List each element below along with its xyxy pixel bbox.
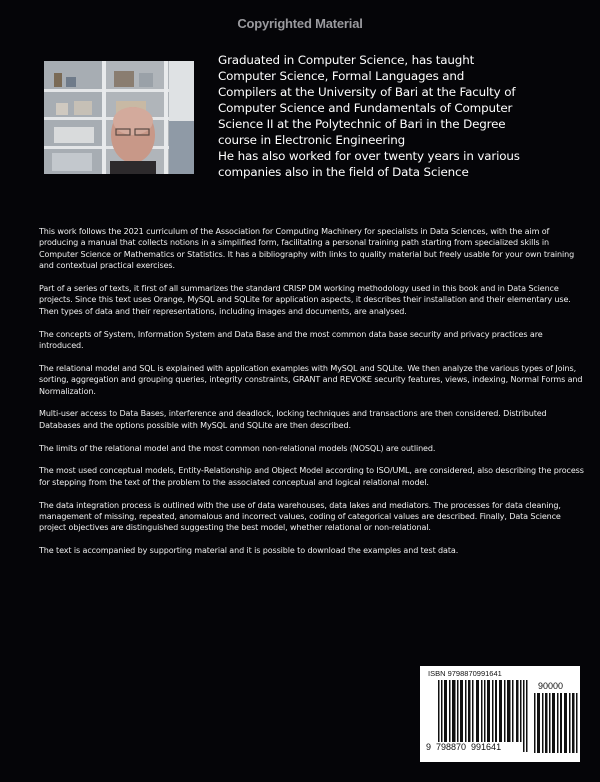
description-paragraph: The text is accompanied by supporting material and it is possible to download the examples and test data. [39, 546, 459, 556]
bio-line: companies also in the field of Data Science [218, 165, 469, 179]
bio-line: Graduated in Computer Science, has taught [218, 53, 475, 67]
description-paragraph: The relational model and SQL is explained with application examples with MySQL and SQLite. We then analyze the various types of Joins, sorting, aggregation and grouping queries, integrity constraints, GRANT and REVOKE security features, views, indexing, Normal Forms and Normalization. [39, 363, 583, 396]
price-code: 90000 [538, 681, 564, 691]
author-bio [218, 52, 598, 180]
bio-line: He has also worked for over twenty years in various [218, 149, 520, 163]
bio-line: Computer Science, Formal Languages and [218, 69, 465, 83]
isbn-label: ISBN 9798870991641 [428, 669, 502, 678]
description-paragraph: The data integration process is outlined with the use of data warehouses, data lakes and mediators. The processes for data cleaning, management of missing, repeated, anomalous and incorrect values, coding of categorical values are described. Finally, Data Science project objectives are distinguished suggesting the best model, whether relational or non-relational. [39, 500, 561, 533]
description-paragraph: The concepts of System, Information System and Data Base and the most common data base security and privacy practices are introduced. [39, 329, 543, 351]
isbn-barcode [420, 666, 580, 762]
bio-line: course in Electronic Engineering [218, 133, 406, 147]
description-paragraph: Part of a series of texts, it first of all summarizes the standard CRISP DM working methodology used in this book and in Data Science projects. Since this text uses Orange, MySQL and SQLite for application aspects, it describes their installation and their elementary use. Then types of data and their representations, including images and documents, are analysed. [39, 284, 571, 316]
book-description [39, 226, 587, 568]
description-paragraph: The limits of the relational model and the most common non-relational models (NOSQL) are outlined. [39, 443, 436, 453]
author-photo [44, 61, 194, 174]
isbn-digits: 9 798870 991641 [426, 742, 502, 752]
bio-line: Science II at the Polytechnic of Bari in the Degree [218, 117, 506, 131]
bio-line: Computer Science and Fundamentals of Computer [218, 101, 513, 115]
description-paragraph: This work follows the 2021 curriculum of the Association for Computing Machinery for specialists in Data Sciences, with the aim of producing a manual that collects notions in a simplified form, facilitating a personal training path starting from specialized skills in Computer Science or Mathematics or Statistics. It has a bibliography with links to quality material but freely usable for your own training and contextual practical exercises. [39, 227, 575, 271]
description-paragraph: The most used conceptual models, Entity-Relationship and Object Model according to ISO/UML, are considered, also describing the process for stepping from the text of the problem to the associated conceptual and logical relational model. [39, 466, 584, 487]
addon-bars-icon [534, 693, 579, 753]
copyright-watermark: Copyrighted Material [237, 16, 363, 31]
bio-line: Compilers at the University of Bari at the Faculty of [218, 85, 516, 99]
description-paragraph: Multi-user access to Data Bases, interference and deadlock, locking techniques and transactions are then considered. Distributed Databases and the options possible with MySQL and SQLite are then described. [39, 409, 547, 430]
